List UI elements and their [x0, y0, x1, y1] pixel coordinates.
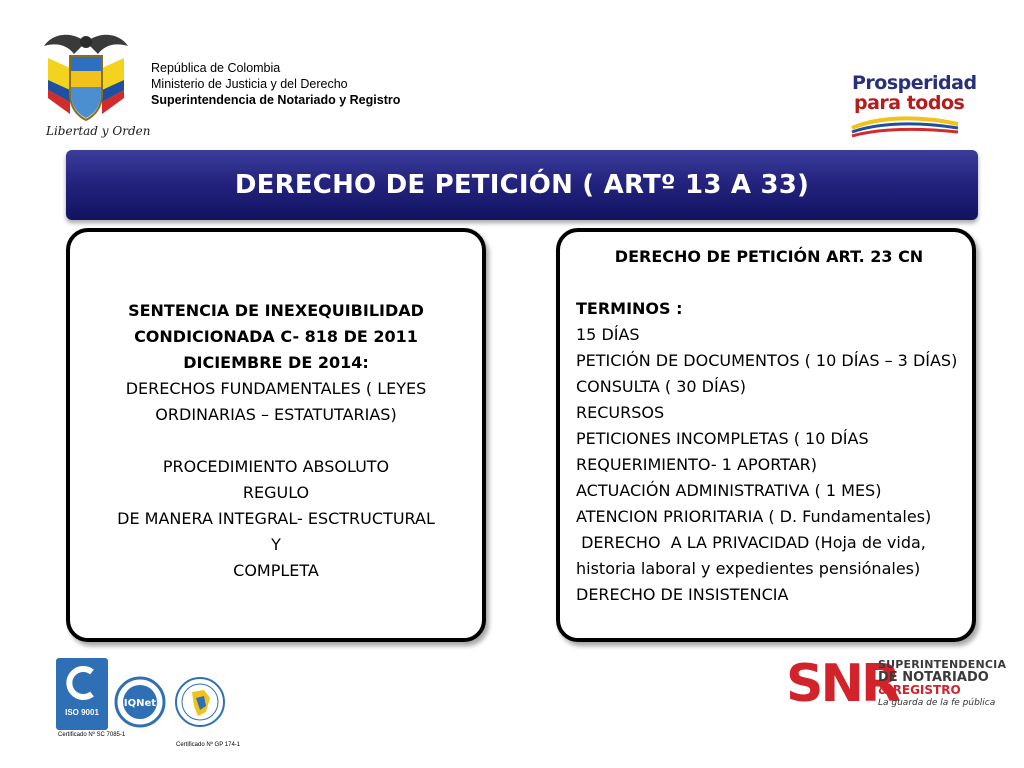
left-bold-line2: CONDICIONADA C- 818 DE 2011 [134, 327, 418, 346]
left-bold-line1: SENTENCIA DE INEXEQUIBILIDAD [128, 301, 424, 320]
term-item: ACTUACIÓN ADMINISTRATIVA ( 1 MES) [576, 481, 882, 500]
snr-letters: SNR [786, 654, 899, 714]
left-line9: Y [271, 535, 281, 554]
snr-tagline: La guarda de la fe pública [878, 698, 996, 708]
terms-label: TERMINOS : [576, 299, 683, 318]
snr-line2: DE NOTARIADO [878, 670, 989, 685]
right-heading: DERECHO DE PETICIÓN ART. 23 CN [614, 247, 924, 266]
title-banner [66, 150, 978, 220]
gp-certificate: Certificado Nº GP 174-1 [176, 742, 241, 748]
iso-label: ISO 9001 [65, 708, 99, 717]
page-title: DERECHO DE PETICIÓN ( ARTº 13 A 33) [234, 170, 810, 200]
left-line4: DERECHOS FUNDAMENTALES ( LEYES [125, 379, 427, 398]
term-item: DERECHO DE INSISTENCIA [576, 585, 789, 604]
term-item: PETICIONES INCOMPLETAS ( 10 DÍAS REQUERIMIENTO- 1 APORTAR) [576, 429, 869, 474]
term-item: 15 DÍAS [576, 325, 640, 344]
iqnet-seal [114, 676, 166, 728]
left-line6: PROCEDIMIENTO ABSOLUTO [162, 457, 390, 476]
left-line7: REGULO [242, 483, 310, 502]
slogan-line1: Prosperidad [852, 72, 977, 94]
left-line8: DE MANERA INTEGRAL- ESCTRUCTURAL [117, 509, 435, 528]
gov-line-republic: República de Colombia [151, 61, 281, 75]
government-heading [151, 60, 400, 108]
term-item: CONSULTA ( 30 DÍAS) [576, 377, 747, 396]
prosperidad-logo [850, 70, 977, 140]
gov-line-superintendencia: Superintendencia de Notariado y Registro [151, 93, 401, 107]
snr-logo [786, 650, 1007, 730]
gestion-publica-seal [174, 676, 226, 728]
swoosh-icon [850, 114, 960, 138]
gov-line-ministry: Ministerio de Justicia y del Derecho [151, 77, 348, 91]
coat-motto: Libertad y Orden [46, 124, 151, 138]
right-content-box [556, 228, 976, 642]
term-item: ATENCION PRIORITARIA ( D. Fundamentales) [576, 507, 932, 526]
left-line5: ORDINARIAS – ESTATUTARIAS) [155, 405, 397, 424]
term-item: RECURSOS [576, 403, 665, 422]
snr-line3: & REGISTRO [878, 683, 961, 697]
left-bold-line3: DICIEMBRE DE 2014: [183, 353, 369, 372]
term-item: PETICIÓN DE DOCUMENTOS ( 10 DÍAS – 3 DÍAS) [576, 351, 958, 370]
snr-line1: SUPERINTENDENCIA [878, 658, 1007, 671]
iso-certificate: Certificado Nº SC 7085-1 [58, 732, 126, 738]
left-line10: COMPLETA [233, 561, 319, 580]
term-item: DERECHO A LA PRIVACIDAD (Hoja de vida, historia laboral y expedientes pensiónales) [576, 533, 931, 578]
icontec-c-icon [56, 658, 108, 706]
left-content-box [66, 228, 486, 642]
iqnet-label: IQNet [123, 698, 157, 709]
slogan-line2: para todos [854, 92, 965, 114]
icontec-iso-logo [56, 658, 126, 740]
